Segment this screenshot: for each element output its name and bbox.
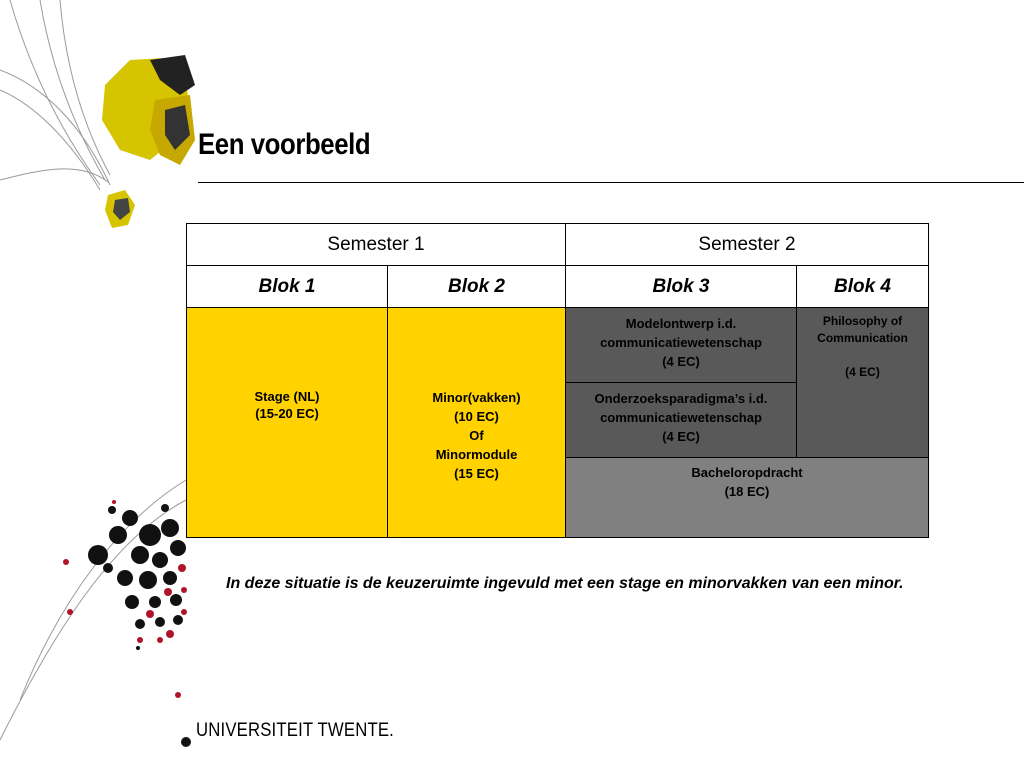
flower-graphic: [102, 55, 195, 228]
bacheloropdracht-cell: [566, 458, 929, 538]
course-row-1: [187, 308, 929, 383]
philosophy-subject: Communication: [817, 331, 908, 345]
onderzoek-cell: [566, 383, 797, 458]
university-logo-text: UNIVERSITEIT TWENTE.: [196, 720, 394, 741]
minor-or: Of: [469, 428, 484, 443]
minor-module: Minormodule: [435, 447, 518, 462]
semester-2-header: Semester 2: [566, 224, 929, 266]
bachelor-credits: (18 EC): [724, 484, 770, 499]
minor-credits: (10 EC): [454, 409, 499, 424]
modelontwerp-title: Modelontwerp i.d.: [625, 316, 737, 331]
dot-cluster: [63, 500, 191, 747]
block-row: [187, 266, 929, 308]
swoosh-lines-bottom: [0, 480, 186, 740]
blok-4-header: Blok 4: [797, 266, 929, 308]
minor-cell: [388, 308, 566, 538]
minor-title: Minor(vakken): [432, 390, 521, 405]
bachelor-title: Bacheloropdracht: [691, 465, 803, 480]
philosophy-title: Philosophy of: [822, 314, 903, 328]
onderzoek-credits: (4 EC): [662, 429, 700, 444]
modelontwerp-subject: communicatiewetenschap: [600, 335, 762, 350]
swoosh-lines: [0, 0, 110, 190]
blok-2-header: Blok 2: [388, 266, 566, 308]
blok-1-header: Blok 1: [187, 266, 388, 308]
minor-module-credits: (15 EC): [454, 466, 499, 481]
modelontwerp-cell: [566, 308, 797, 383]
explanation-note: In deze situatie is de keuzeruimte ingevuld met een stage en minorvakken van een minor.: [226, 575, 904, 592]
philosophy-credits: (4 EC): [845, 365, 880, 379]
slide-title: Een voorbeeld: [198, 128, 371, 161]
onderzoek-subject: communicatiewetenschap: [600, 410, 762, 425]
blok-3-header: Blok 3: [566, 266, 797, 308]
semester-1-header: Semester 1: [187, 224, 566, 266]
stage-title: Stage (NL): [254, 389, 320, 404]
onderzoek-title: Onderzoeksparadigma’s i.d.: [594, 391, 768, 406]
philosophy-cell: [797, 308, 929, 458]
stage-cell: [187, 308, 388, 538]
semester-row: [187, 224, 929, 266]
stage-credits: (15-20 EC): [255, 406, 319, 421]
title-divider: [198, 182, 1024, 183]
modelontwerp-credits: (4 EC): [662, 354, 700, 369]
schedule-table: [186, 223, 929, 538]
